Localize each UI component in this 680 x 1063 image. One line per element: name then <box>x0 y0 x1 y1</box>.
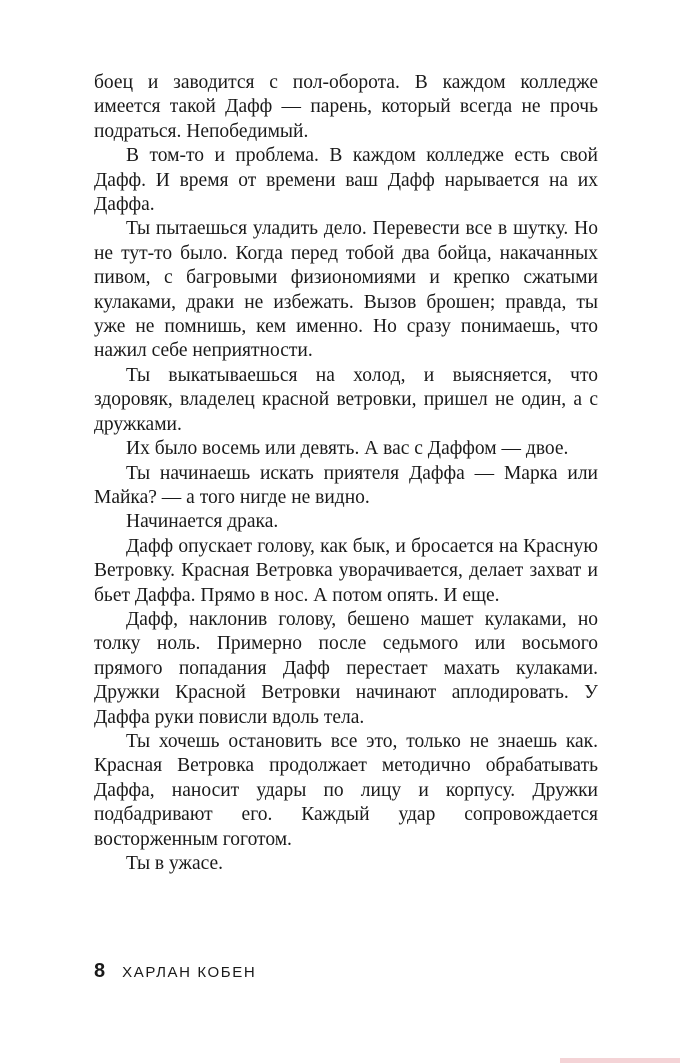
page-footer <box>94 960 256 983</box>
paragraph: Начинается драка. <box>126 511 279 533</box>
body-text <box>94 71 598 876</box>
paragraph: боец и заводится с пол-оборота. В каждом колледже имеется такой Дафф — парень, который всегда не прочь подраться. Непобедимый. <box>94 72 598 142</box>
scan-edge-mark <box>560 1058 680 1063</box>
paragraph: Ты в ужасе. <box>126 853 224 874</box>
page-number: 8 <box>94 960 106 982</box>
paragraph: Их было восемь или девять. А вас с Даффом — двое. <box>126 438 569 460</box>
author-name: ХАРЛАН КОБЕН <box>122 964 257 981</box>
paragraph: Ты выкатываешься на холод, и выясняется, что здоровяк, владелец красной ветровки, пришел не один, а с дружками. <box>94 364 598 435</box>
paragraph: Дафф опускает голову, как бык, и бросается на Красную Ветровку. Красная Ветровка уворачивается, делает захват и бьет Даффа. Прямо в нос. А потом опять. И еще. <box>94 535 598 606</box>
paragraph: В том-то и проблема. В каждом колледже есть свой Дафф. И время от времени ваш Дафф нарывается на их Даффа. <box>94 145 598 216</box>
paragraph: Ты хочешь остановить все это, только не знаешь как. Красная Ветровка продолжает методично обрабатывать Даффа, наносит удары по лицу и корпусу. Дружки подбадривают его. Каждый удар сопровождается восторженным гоготом. <box>94 730 598 850</box>
paragraph: Дафф, наклонив голову, бешено машет кулаками, но толку ноль. Примерно после седьмого или восьмого прямого попадания Дафф перестает махать кулаками. Дружки Красной Ветровки начинают аплодировать. У Даффа руки повисли вдоль тела. <box>94 608 598 728</box>
paragraph: Ты начинаешь искать приятеля Даффа — Марка или Майка? — а того нигде не видно. <box>94 462 598 508</box>
paragraph: Ты пытаешься уладить дело. Перевести все в шутку. Но не тут-то было. Когда перед тобой два бойца, накачанных пивом, с багровыми физиономиями и крепко сжатыми кулаками, драки не избежать. Вызов брошен; правда, ты уже не помнишь, кем именно. Но сразу понимаешь, что нажил себе неприятности. <box>94 218 598 362</box>
